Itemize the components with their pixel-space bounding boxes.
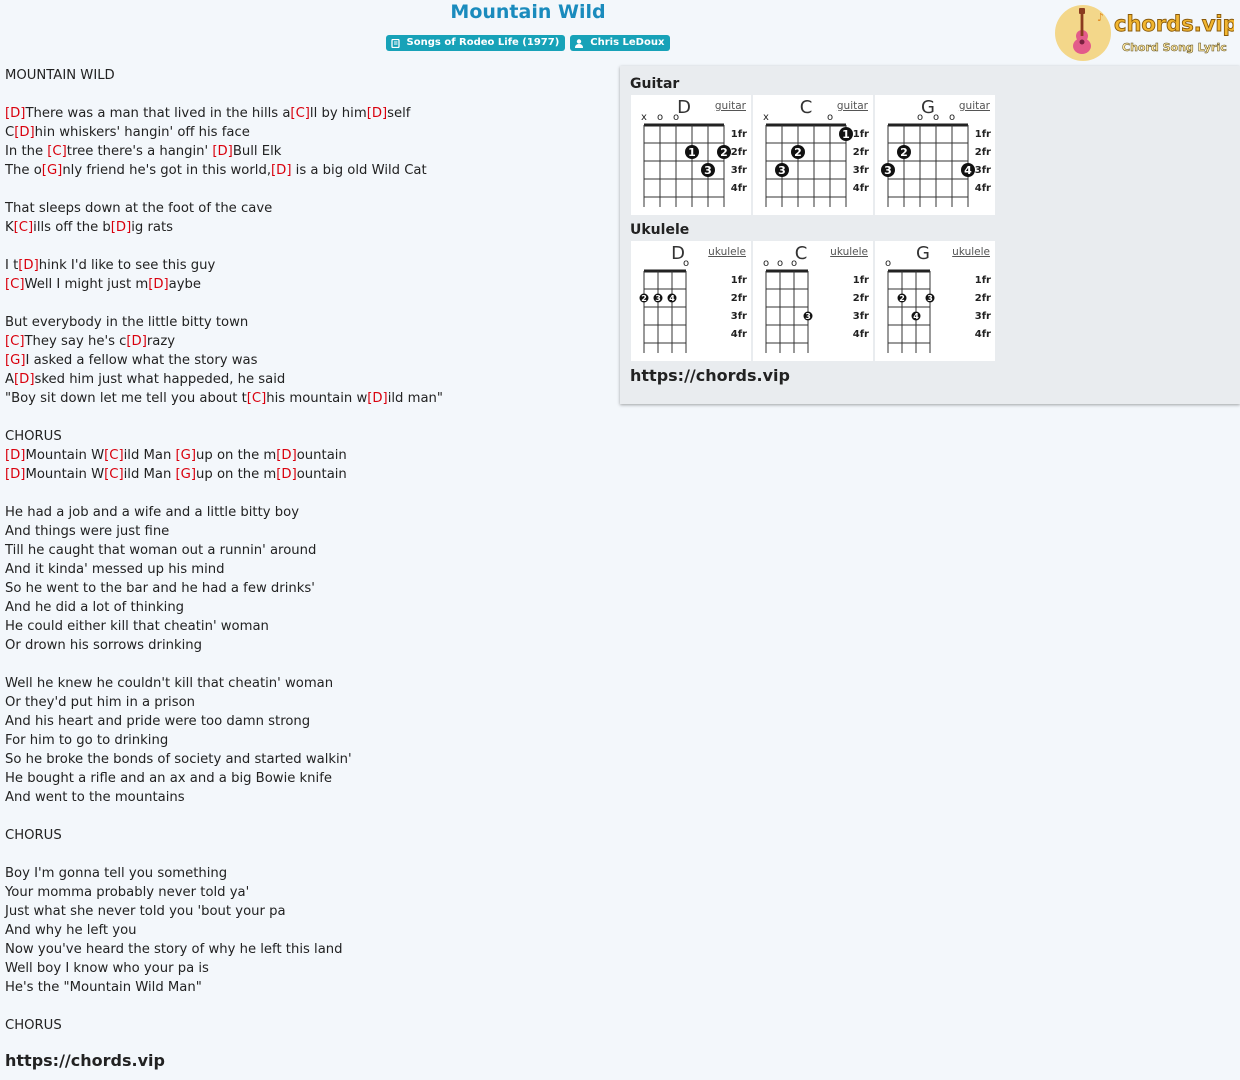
lyric-line — [5, 655, 443, 674]
open-string-marker: o — [948, 112, 956, 123]
finger-number: 1 — [842, 128, 850, 141]
album-icon — [391, 39, 400, 48]
lyric-line — [5, 85, 443, 104]
lyric-line: He could either kill that cheatin' woman — [5, 619, 269, 634]
finger-number: 3 — [805, 312, 811, 321]
fret-label: 3fr — [730, 165, 747, 176]
lyric-line: [C]Well I might just m[D]aybe — [5, 277, 202, 292]
chord-marker[interactable]: [D] — [126, 334, 147, 349]
lyric-line: CHORUS — [5, 429, 62, 444]
open-string-marker: o — [776, 258, 784, 269]
lyric-line: C[D]hin whiskers' hangin' off his face — [5, 125, 250, 140]
chord-marker[interactable]: [D] — [5, 106, 26, 121]
lyric-line: Boy I'm gonna tell you something — [5, 866, 228, 881]
chord-instrument-link[interactable]: ukulele — [708, 246, 746, 258]
fret-label: 3fr — [730, 311, 747, 322]
lyric-line: Or drown his sorrows drinking — [5, 638, 203, 653]
fret-label: 2fr — [974, 293, 991, 304]
chord-marker[interactable]: [C] — [5, 277, 25, 292]
fret-label: 1fr — [852, 275, 869, 286]
chord-marker[interactable]: [D] — [5, 467, 26, 482]
chord-marker[interactable]: [C] — [290, 106, 310, 121]
chord-name: C — [799, 97, 813, 118]
chord-panel — [620, 66, 1240, 404]
chord-marker[interactable]: [C] — [47, 144, 67, 159]
open-string-marker: o — [682, 258, 690, 269]
lyric-line: In the [C]tree there's a hangin' [D]Bull Elk — [5, 144, 282, 159]
fret-label: 4fr — [852, 329, 869, 340]
open-string-marker: o — [826, 112, 834, 123]
finger-number: 3 — [704, 164, 712, 177]
lyric-line: And it kinda' messed up his mind — [5, 562, 225, 577]
chord-marker[interactable]: [C] — [13, 220, 34, 235]
lyric-line: And he did a lot of thinking — [5, 600, 185, 615]
guitar-chord-C[interactable] — [753, 95, 873, 215]
chord-marker[interactable]: [D] — [14, 125, 35, 140]
muted-string-marker: x — [641, 112, 647, 123]
finger-number: 4 — [669, 294, 675, 303]
lyrics-body — [5, 66, 443, 1035]
lyric-line: [C]They say he's c[D]razy — [5, 334, 176, 349]
artist-name: Chris LeDoux — [590, 37, 665, 48]
finger-number: 3 — [778, 164, 786, 177]
lyric-line — [5, 180, 443, 199]
finger-number: 2 — [900, 146, 908, 159]
chord-name: D — [677, 97, 691, 118]
chord-instrument-link[interactable]: guitar — [958, 100, 990, 112]
lyric-line — [5, 408, 443, 427]
ukulele-chord-C[interactable] — [753, 241, 873, 361]
fret-label: 3fr — [974, 165, 991, 176]
finger-number: 4 — [913, 312, 919, 321]
album-name: Songs of Rodeo Life (1977) — [406, 37, 560, 48]
chord-nut — [888, 270, 930, 273]
fret-label: 4fr — [974, 329, 991, 340]
lyric-line: [D]Mountain W[C]ild Man [G]up on the m[D]ountain — [5, 448, 347, 463]
fret-label: 4fr — [730, 183, 747, 194]
chord-marker[interactable]: [C] — [104, 467, 124, 482]
chord-diagram — [631, 95, 751, 215]
chord-marker[interactable]: [G] — [5, 353, 26, 368]
lyric-line: [G]I asked a fellow what the story was — [5, 353, 258, 368]
chord-diagram — [631, 241, 751, 361]
open-string-marker: o — [672, 112, 680, 123]
lyric-line: The o[G]nly friend he's got in this world,[D] is a big old Wild Cat — [5, 163, 427, 178]
open-string-marker: o — [916, 112, 924, 123]
finger-number: 2 — [641, 294, 647, 303]
lyric-line: Till he caught that woman out a runnin' around — [5, 543, 317, 558]
chord-nut — [766, 270, 808, 273]
artist-badge[interactable] — [570, 35, 670, 51]
lyric-line: CHORUS — [5, 1018, 62, 1033]
finger-number: 1 — [688, 146, 696, 159]
song-title: Mountain Wild — [450, 1, 606, 23]
lyric-line: [D]There was a man that lived in the hills a[C]ll by him[D]self — [5, 106, 411, 121]
lyric-line — [5, 997, 443, 1016]
chord-marker[interactable]: [G] — [41, 163, 63, 178]
album-badge[interactable] — [386, 35, 566, 51]
lyric-line: A[D]sked him just what happeded, he said — [5, 372, 286, 387]
lyric-line: And his heart and pride were too damn strong — [5, 714, 311, 729]
chord-instrument-link[interactable]: guitar — [714, 100, 746, 112]
fret-label: 2fr — [730, 293, 747, 304]
chord-diagram — [875, 95, 995, 215]
lyric-line: Your momma probably never told ya' — [5, 885, 250, 900]
chord-instrument-link[interactable]: ukulele — [952, 246, 990, 258]
finger-number: 3 — [655, 294, 661, 303]
fret-label: 2fr — [852, 147, 869, 158]
fret-label: 3fr — [974, 311, 991, 322]
ukulele-section-label: Ukulele — [630, 222, 690, 238]
lyric-line: Just what she never told you 'bout your pa — [5, 904, 286, 919]
finger-number: 3 — [927, 294, 933, 303]
guitar-chord-G[interactable] — [875, 95, 995, 215]
lyric-line: Now you've heard the story of why he left this land — [5, 942, 343, 957]
chord-name: G — [921, 97, 935, 118]
chord-marker[interactable]: [D] — [110, 220, 132, 235]
chord-name: D — [671, 243, 685, 264]
lyric-line: [D]Mountain W[C]ild Man [G]up on the m[D]ountain — [5, 467, 347, 482]
open-string-marker: o — [762, 258, 770, 269]
lyric-line — [5, 294, 443, 313]
lyric-line: He had a job and a wife and a little bitty boy — [5, 505, 299, 520]
open-string-marker: o — [656, 112, 664, 123]
guitar-section-label: Guitar — [630, 76, 680, 92]
chord-marker[interactable]: [D] — [14, 372, 35, 387]
chord-marker[interactable]: [D] — [148, 277, 169, 292]
lyric-line: I t[D]hink I'd like to see this guy — [5, 258, 216, 273]
footer-url[interactable]: https://chords.vip — [5, 1051, 165, 1070]
logo-tagline: Chord Song Lyric — [1122, 41, 1227, 54]
lyric-line — [5, 845, 443, 864]
lyric-line — [5, 237, 443, 256]
song-badges — [0, 35, 1056, 51]
fret-label: 1fr — [974, 129, 991, 140]
open-string-marker: o — [932, 112, 940, 123]
fret-label: 2fr — [974, 147, 991, 158]
lyric-line: For him to go to drinking — [5, 733, 169, 748]
site-logo[interactable] — [1054, 3, 1234, 63]
chord-marker[interactable]: [D] — [276, 448, 297, 463]
music-note-icon: ♪ — [1097, 11, 1105, 24]
fret-label: 3fr — [852, 311, 869, 322]
lyric-line: Well boy I know who your pa is — [5, 961, 209, 976]
chord-marker[interactable]: [G] — [175, 448, 197, 463]
chord-marker[interactable]: [C] — [246, 391, 267, 406]
fret-label: 4fr — [974, 183, 991, 194]
chord-name: G — [916, 243, 930, 264]
lyric-line: So he broke the bonds of society and started walkin' — [5, 752, 352, 767]
chord-marker[interactable]: [D] — [366, 106, 388, 121]
finger-number: 3 — [884, 164, 892, 177]
chord-marker[interactable]: [D] — [276, 467, 297, 482]
lyric-line: That sleeps down at the foot of the cave — [5, 201, 273, 216]
lyric-line: "Boy sit down let me tell you about t[C]his mountain w[D]ild man" — [5, 391, 443, 406]
chord-marker[interactable]: [D] — [271, 163, 292, 178]
chord-marker[interactable]: [G] — [175, 467, 197, 482]
lyric-line: But everybody in the little bitty town — [5, 315, 249, 330]
finger-number: 4 — [964, 164, 972, 177]
fret-label: 2fr — [730, 147, 747, 158]
ukulele-chord-G[interactable] — [875, 241, 995, 361]
chord-nut — [766, 124, 846, 127]
muted-string-marker: x — [763, 112, 769, 123]
chord-marker[interactable]: [D] — [18, 258, 39, 273]
open-string-marker: o — [884, 258, 892, 269]
lyric-line: And things were just fine — [5, 524, 170, 539]
lyric-line: And went to the mountains — [5, 790, 185, 805]
chord-diagram — [753, 241, 873, 361]
lyric-line: So he went to the bar and he had a few drinks' — [5, 581, 315, 596]
chord-instrument-link[interactable]: ukulele — [830, 246, 868, 258]
chord-diagram — [875, 241, 995, 361]
panel-url[interactable]: https://chords.vip — [630, 366, 790, 385]
finger-number: 2 — [899, 294, 905, 303]
fret-label: 1fr — [730, 129, 747, 140]
chord-marker[interactable]: [D] — [212, 144, 233, 159]
logo-text: chords.vip — [1114, 12, 1234, 36]
finger-number: 2 — [794, 146, 802, 159]
fret-label: 1fr — [852, 129, 869, 140]
chord-marker[interactable]: [D] — [367, 391, 388, 406]
fret-label: 2fr — [852, 293, 869, 304]
lyric-line: Or they'd put him in a prison — [5, 695, 196, 710]
chord-marker[interactable]: [C] — [104, 448, 124, 463]
lyric-line — [5, 484, 443, 503]
fret-label: 3fr — [852, 165, 869, 176]
chord-nut — [644, 124, 724, 127]
fret-label: 1fr — [730, 275, 747, 286]
fret-label: 4fr — [730, 329, 747, 340]
lyric-line: He bought a rifle and an ax and a big Bowie knife — [5, 771, 332, 786]
lyric-line: K[C]ills off the b[D]ig rats — [5, 220, 173, 235]
ukulele-chord-D[interactable] — [631, 241, 751, 361]
lyric-line — [5, 807, 443, 826]
chord-nut — [644, 270, 686, 273]
chord-diagram — [753, 95, 873, 215]
lyric-line: MOUNTAIN WILD — [5, 68, 115, 83]
lyric-line: And why he left you — [5, 923, 137, 938]
chord-marker[interactable]: [C] — [5, 334, 25, 349]
fret-label: 4fr — [852, 183, 869, 194]
finger-number: 2 — [720, 146, 728, 159]
lyric-line: He's the "Mountain Wild Man" — [5, 980, 202, 995]
user-icon — [575, 39, 583, 48]
chord-instrument-link[interactable]: guitar — [836, 100, 868, 112]
lyric-line: Well he knew he couldn't kill that cheatin' woman — [5, 676, 334, 691]
chord-name: C — [794, 243, 808, 264]
open-string-marker: o — [790, 258, 798, 269]
guitar-chord-D[interactable] — [631, 95, 751, 215]
fret-label: 1fr — [974, 275, 991, 286]
chord-nut — [888, 124, 968, 127]
lyric-line: CHORUS — [5, 828, 62, 843]
chord-marker[interactable]: [D] — [5, 448, 26, 463]
